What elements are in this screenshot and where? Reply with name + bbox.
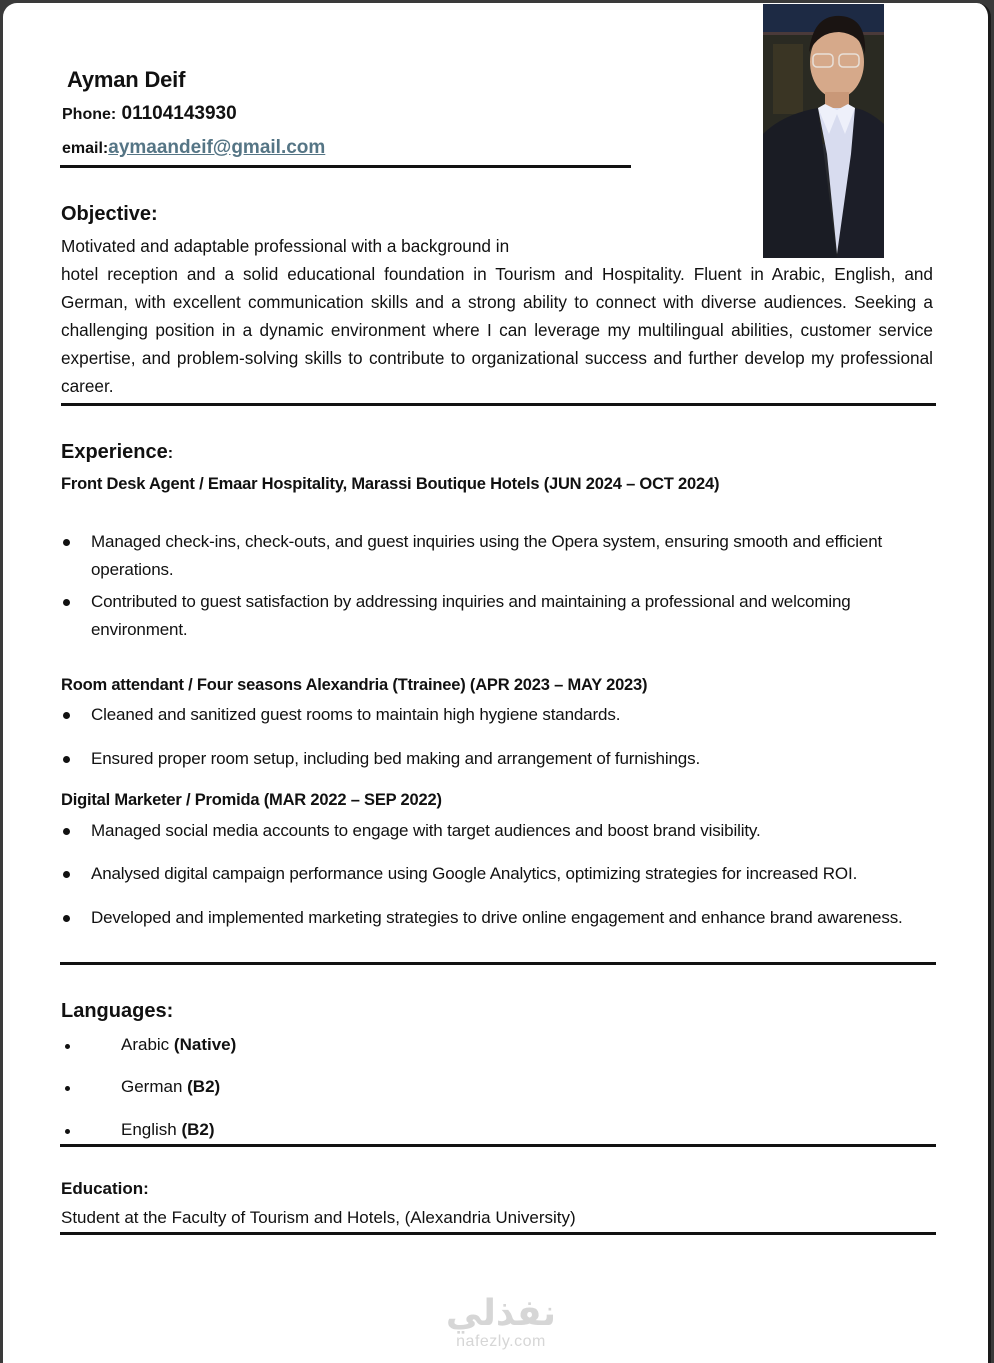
person-photo-icon: [763, 4, 884, 258]
language-item-arabic: [61, 1035, 236, 1055]
bullet-icon: [63, 915, 70, 922]
bullet-text: Cleaned and sanitized guest rooms to maintain high hygiene standards.: [91, 705, 621, 724]
experience-heading: [61, 441, 173, 464]
bullet-icon: [63, 871, 70, 878]
bullet-icon: [63, 599, 70, 606]
education-divider: [60, 1232, 936, 1235]
experience-heading-colon: :: [167, 445, 174, 462]
header-divider: [60, 165, 631, 168]
job-3-bullet-3: [61, 904, 937, 932]
language-name: English: [121, 1120, 182, 1139]
bullet-text: Managed check-ins, check-outs, and guest inquiries using the Opera system, ensuring smooth and efficient operations.: [91, 532, 883, 579]
email-row: [62, 137, 325, 159]
job-2-bullet-2: [61, 745, 937, 773]
bullet-text: Analysed digital campaign performance using Google Analytics, optimizing strategies for increased ROI.: [91, 864, 858, 883]
resume-page: [3, 3, 991, 1363]
language-item-english: [61, 1120, 215, 1140]
bullet-text: Managed social media accounts to engage with target audiences and boost brand visibility.: [91, 821, 761, 840]
job-3-bullet-2: [61, 860, 937, 888]
watermark-domain: nafezly.com: [456, 1333, 546, 1350]
objective-divider: [61, 403, 936, 406]
bullet-text: Ensured proper room setup, including bed making and arrangement of furnishings.: [91, 749, 701, 768]
objective-heading: Objective:: [61, 203, 158, 225]
candidate-name: Ayman Deif: [67, 67, 186, 92]
languages-divider: [60, 1144, 936, 1147]
job-1-bullet-2: [61, 588, 937, 644]
phone-number: 01104143930: [116, 103, 237, 124]
bullet-icon: [63, 828, 70, 835]
bullet-icon: [65, 1129, 70, 1134]
education-text: Student at the Faculty of Tourism and Hotels, (Alexandria University): [61, 1208, 576, 1227]
watermark: [439, 1295, 563, 1351]
bullet-icon: [65, 1044, 70, 1049]
language-name: German: [121, 1077, 188, 1096]
bullet-icon: [63, 712, 70, 719]
experience-divider: [60, 962, 936, 965]
job-1-bullet-1: [61, 528, 937, 584]
languages-heading: Languages:: [61, 1000, 174, 1022]
experience-heading-text: Experience: [61, 441, 168, 463]
language-name: Arabic: [121, 1035, 174, 1054]
objective-body: hotel reception and a solid educational foundation in Tourism and Hospitality. Fluent in Arabic, English, and German, with excellent communication skills and a strong ability to connect with diverse audiences. Seeking a challenging position in a dynamic environment where I can leverage my multilingual abilities, customer service expertise, and problem-solving skills to contribute to organizational success and further develop my professional career.: [61, 264, 933, 396]
job-title-2: Room attendant / Four seasons Alexandria (Ttrainee) (APR 2023 – MAY 2023): [61, 676, 648, 694]
job-3-bullet-1: [61, 817, 937, 845]
bullet-icon: [65, 1086, 70, 1091]
bullet-icon: [63, 539, 70, 546]
email-label: email:: [62, 140, 109, 157]
job-2-bullet-1: [61, 701, 937, 729]
language-level: (B2): [187, 1077, 221, 1096]
email-link[interactable]: aymaandeif@gmail.com: [108, 137, 326, 158]
watermark-arabic-logo: نفذلي: [445, 1293, 557, 1334]
education-heading: Education:: [61, 1179, 149, 1198]
objective-line-1: Motivated and adaptable professional with a background in: [61, 236, 510, 256]
job-title-3: Digital Marketer / Promida (MAR 2022 – SEP 2022): [61, 791, 442, 809]
phone-label: Phone:: [62, 106, 117, 123]
profile-photo: [763, 4, 884, 258]
language-level: (Native): [173, 1035, 237, 1054]
language-level: (B2): [181, 1120, 215, 1139]
bullet-text: Contributed to guest satisfaction by addressing inquiries and maintaining a professional and welcoming environment.: [91, 592, 851, 639]
language-item-german: [61, 1077, 220, 1097]
bullet-text: Developed and implemented marketing strategies to drive online engagement and enhance brand awareness.: [91, 908, 903, 927]
bullet-icon: [63, 756, 70, 763]
job-title-1: Front Desk Agent / Emaar Hospitality, Marassi Boutique Hotels (JUN 2024 – OCT 2024): [61, 475, 720, 493]
phone-row: [62, 103, 237, 125]
